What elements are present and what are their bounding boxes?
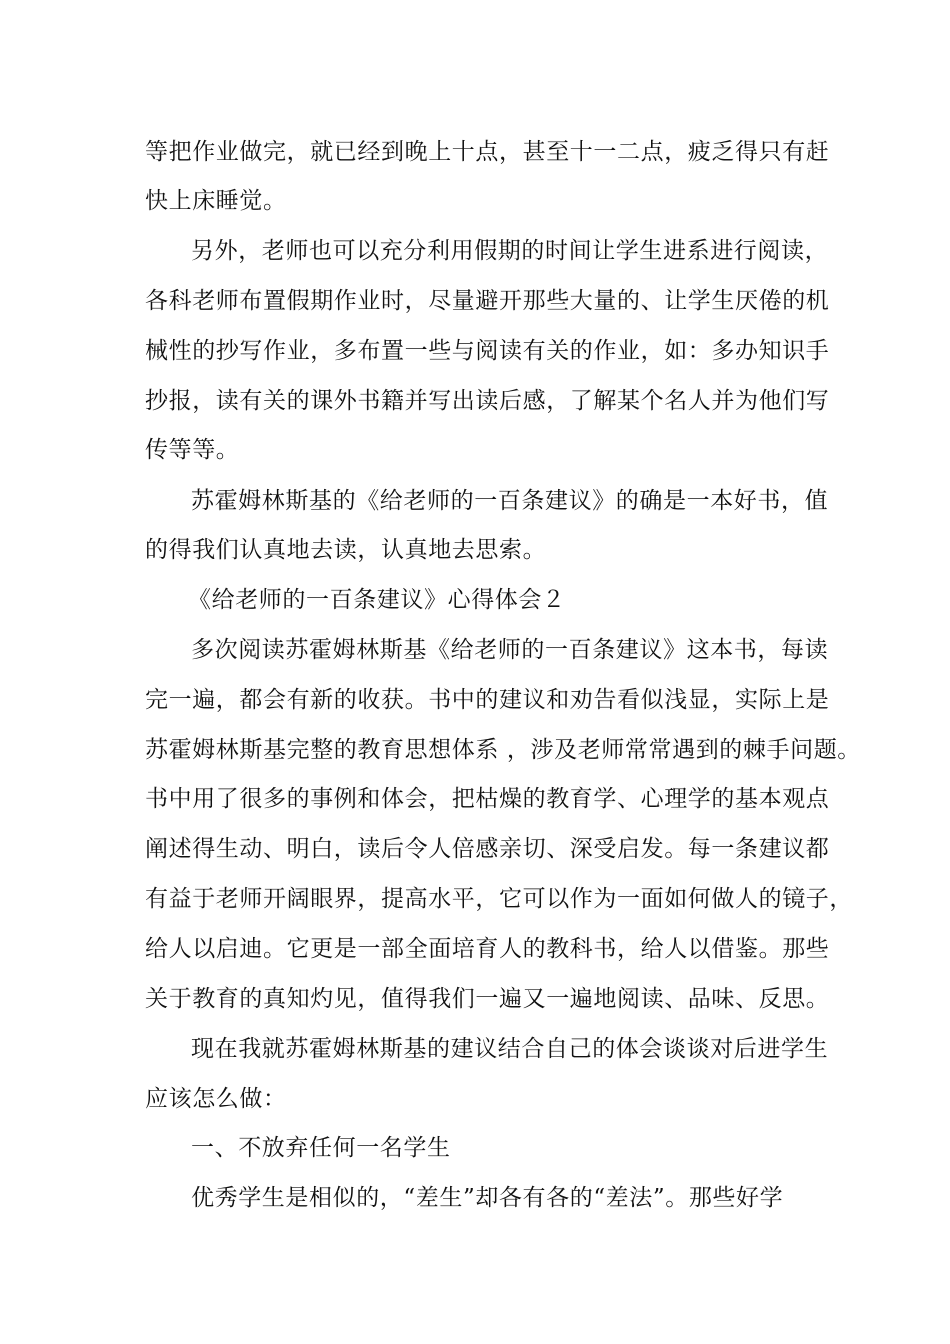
paragraph-start-line: 多次阅读苏霍姆林斯基《给老师的一百条建议》这本书，每读: [191, 637, 829, 663]
text-line: 关于教育的真知灼见，值得我们一遍又一遍地阅读、品味、反思。: [145, 986, 830, 1012]
text-line: 械性的抄写作业，多布置一些与阅读有关的作业，如：多办知识手: [145, 338, 830, 364]
paragraph-start-line: 现在我就苏霍姆林斯基的建议结合自己的体会谈谈对后进学生: [191, 1036, 829, 1062]
text-line: 给人以启迪。它更是一部全面培育人的教科书，给人以借鉴。那些: [145, 936, 830, 962]
text-line: 等把作业做完，就已经到晚上十点，甚至十一二点，疲乏得只有赶: [145, 139, 830, 165]
text-line: 各科老师布置假期作业时，尽量避开那些大量的、让学生厌倦的机: [145, 288, 830, 314]
paragraph-start-line: 另外，老师也可以充分利用假期的时间让学生进系进行阅读，: [191, 238, 829, 264]
text-line: 快上床睡觉。: [145, 188, 287, 214]
text-line: 完一遍，都会有新的收获。书中的建议和劝告看似浅显，实际上是: [145, 687, 830, 713]
text-line: 的得我们认真地去读，认真地去思索。: [145, 537, 547, 563]
text-line: 传等等。: [145, 437, 240, 463]
subsection-heading: 一、不放弃任何一名学生: [191, 1135, 451, 1161]
paragraph-start-line: 苏霍姆林斯基的《给老师的一百条建议》的确是一本好书，值: [191, 488, 829, 514]
text-line: 有益于老师开阔眼界，提高水平，它可以作为一面如何做人的镜子，: [145, 886, 853, 912]
text-line: 应该怎么做：: [145, 1086, 287, 1112]
paragraph-start-line: 优秀学生是相似的，“差生”却各有各的“差法”。那些好学: [191, 1185, 784, 1211]
text-line: 抄报，读有关的课外书籍并写出读后感，了解某个名人并为他们写: [145, 388, 830, 414]
text-line: 阐述得生动、明白，读后令人倍感亲切、深受启发。每一条建议都: [145, 836, 830, 862]
text-line: 书中用了很多的事例和体会，把枯燥的教育学、心理学的基本观点: [145, 786, 830, 812]
section-heading: 《给老师的一百条建议》心得体会２: [188, 587, 566, 613]
text-line: 苏霍姆林斯基完整的教育思想体系 ，涉及老师常常遇到的棘手问题。: [145, 737, 861, 763]
